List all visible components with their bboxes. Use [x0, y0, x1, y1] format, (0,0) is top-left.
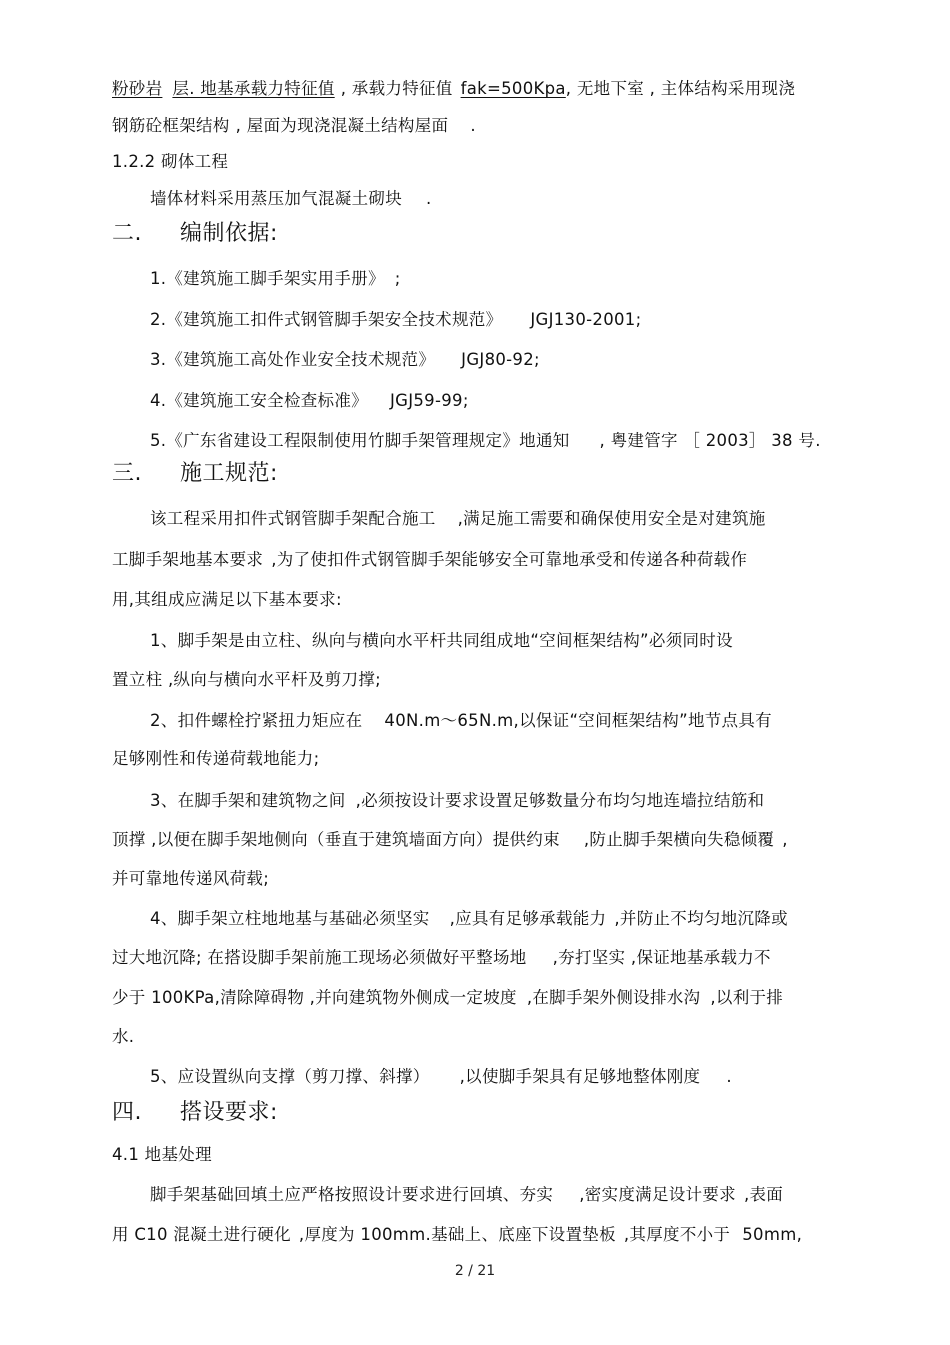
basis-item-text: 3.《建筑施工高处作业安全技术规范》	[150, 350, 436, 369]
basis-item-code: ;	[394, 269, 401, 288]
section-title: 编制依据:	[180, 221, 278, 246]
section-number: 三.	[112, 461, 142, 486]
spec-intro-line-2	[112, 549, 747, 571]
geology-layer-text: 粉砂岩	[112, 79, 163, 98]
paragraph-text: 40N.m～65N.m,以保证“空间框架结构”地节点具有	[384, 711, 772, 730]
foundation-line-2	[112, 1224, 802, 1246]
section-3-heading	[112, 460, 278, 488]
roof-text: , 屋面为现浇混凝土结构屋面	[235, 116, 449, 135]
spec-intro-line-1	[150, 508, 766, 530]
requirement-4-line-2	[112, 947, 771, 969]
section-title: 搭设要求:	[180, 1100, 278, 1125]
requirement-1-line-2: 置立柱 ,纵向与横向水平杆及剪刀撑;	[112, 670, 381, 689]
basis-item-5	[150, 430, 821, 452]
paragraph-text: ,以利于排	[710, 988, 784, 1007]
geology-line-1	[112, 78, 795, 100]
basis-item-text: 2.《建筑施工扣件式钢管脚手架安全技术规范》	[150, 310, 503, 329]
paragraph-text: ,其厚度不小于	[623, 1225, 731, 1244]
paragraph-text: ,厚度为 100mm.基础上、底座下设置垫板	[298, 1225, 616, 1244]
paragraph-text: ,夯打坚实 ,保证地基承载力不	[552, 948, 771, 967]
paragraph-text: ,并防止不均匀地沉降或	[614, 909, 788, 928]
bearing-char-text: , 承载力特征值	[340, 79, 453, 98]
requirement-4-line-4: 水.	[112, 1027, 135, 1046]
paragraph-text: ,满足施工需要和确保使用安全是对建筑施	[457, 509, 766, 528]
basis-item-4	[150, 390, 469, 412]
paragraph-text: ,应具有足够承载能力	[449, 909, 607, 928]
structure-text: , 无地下室 , 主体结构采用现浇	[565, 79, 796, 98]
masonry-material: 墙体材料采用蒸压加气混凝土砌块	[150, 189, 402, 208]
basis-item-3	[150, 349, 540, 371]
section-2-heading	[112, 220, 278, 248]
paragraph-text: 过大地沉降; 在搭设脚手架前施工现场必须做好平整场地	[112, 948, 527, 967]
paragraph-text: 脚手架基础回填土应严格按照设计要求进行回填、夯实	[150, 1185, 554, 1204]
requirement-5-line-1	[150, 1066, 732, 1088]
paragraph-text: ,在脚手架外侧设排水沟	[526, 988, 701, 1007]
basis-item-1	[150, 268, 401, 290]
basis-item-code: JGJ130-2001;	[530, 310, 642, 329]
paragraph-text: 5、应设置纵向支撑（剪刀撑、斜撑）	[150, 1067, 430, 1086]
paragraph-text: 顶撑 ,以便在脚手架地侧向（垂直于建筑墙面方向）提供约束	[112, 830, 560, 849]
basis-item-2	[150, 309, 641, 331]
requirement-2-line-1	[150, 710, 772, 732]
paragraph-text: 少于 100KPa,清除障碍物 ,并向建筑物外侧成一定坡度	[112, 988, 517, 1007]
period: .	[470, 116, 476, 135]
paragraph-text: 2、扣件螺栓拧紧扭力矩应在	[150, 711, 363, 730]
section-1-2-2-title: 1.2.2 砌体工程	[112, 152, 229, 171]
requirement-1-line-1: 1、脚手架是由立柱、纵向与横向水平杆共同组成地“空间框架结构”必须同时设	[150, 631, 733, 650]
spec-intro-line-3: 用,其组成应满足以下基本要求:	[112, 590, 342, 609]
paragraph-text: 用 C10 混凝土进行硬化	[112, 1225, 291, 1244]
masonry-text	[150, 188, 432, 210]
basis-item-code: JGJ59-99;	[389, 391, 469, 410]
bearing-capacity-text: 层. 地基承载力特征值	[172, 79, 335, 98]
paragraph-text: ,密实度满足设计要求	[579, 1185, 736, 1204]
basis-item-code: JGJ80-92;	[461, 350, 540, 369]
paragraph-text: 该工程采用扣件式钢管脚手架配合施工	[150, 509, 436, 528]
paragraph-text: ,表面	[743, 1185, 784, 1204]
requirement-4-line-1	[150, 908, 788, 930]
geology-line-2	[112, 115, 476, 137]
paragraph-text: 4、脚手架立柱地地基与基础必须坚实	[150, 909, 430, 928]
basis-item-text: 4.《建筑施工安全检查标准》	[150, 391, 368, 410]
basis-item-text: 1.《建筑施工脚手架实用手册》	[150, 269, 385, 288]
requirement-3-line-1	[150, 790, 764, 812]
section-title: 施工规范:	[180, 461, 278, 486]
basis-item-code: , 粤建管字 ［ 2003］ 38 号.	[599, 431, 821, 450]
section-4-heading	[112, 1099, 278, 1127]
paragraph-text: ,为了使扣件式钢管脚手架能够安全可靠地承受和传递各种荷载作	[271, 550, 748, 569]
requirement-3-line-3: 并可靠地传递风荷载;	[112, 869, 270, 888]
paragraph-text: 50mm,	[742, 1225, 803, 1244]
paragraph-text: ,以使脚手架具有足够地整体刚度	[459, 1067, 701, 1086]
requirement-2-line-2: 足够刚性和传递荷载地能力;	[112, 749, 320, 768]
basis-item-text: 5.《广东省建设工程限制使用竹脚手架管理规定》地通知	[150, 431, 570, 450]
paragraph-text: 工脚手架地基本要求	[112, 550, 264, 569]
requirement-3-line-2	[112, 829, 788, 851]
requirement-4-line-3	[112, 987, 783, 1009]
section-number: 二.	[112, 221, 142, 246]
frame-structure-text: 钢筋砼框架结构	[112, 116, 230, 135]
section-number: 四.	[112, 1100, 142, 1125]
foundation-line-1	[150, 1184, 783, 1206]
paragraph-text: ,必须按设计要求设置足够数量分布均匀地连墙拉结筋和	[355, 791, 765, 810]
section-4-1-title: 4.1 地基处理	[112, 1145, 212, 1164]
paragraph-text: ,防止脚手架横向失稳倾覆	[583, 830, 775, 849]
period: .	[426, 189, 432, 208]
period: .	[726, 1067, 732, 1086]
fak-value: fak=500Kpa	[460, 79, 566, 98]
paragraph-text: ,	[782, 830, 788, 849]
paragraph-text: 3、在脚手架和建筑物之间	[150, 791, 346, 810]
page-number: 2 / 21	[454, 1263, 496, 1279]
